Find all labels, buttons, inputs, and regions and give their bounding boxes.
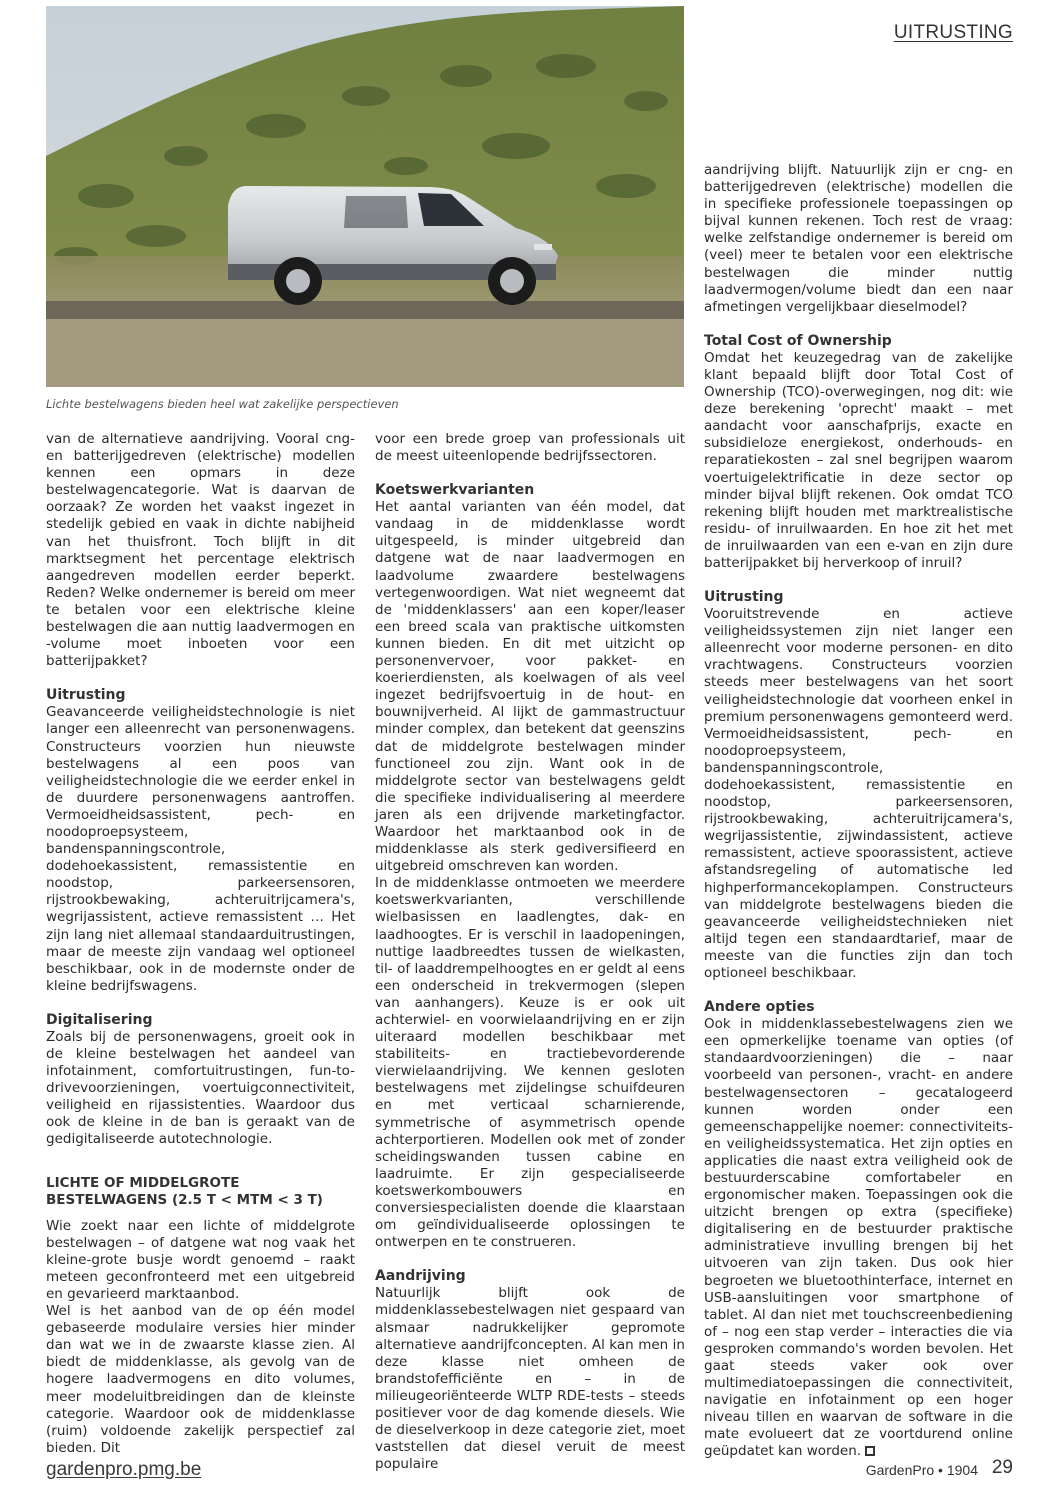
paragraph: Omdat het keuzegedrag van de zakelijke klant bepaald blijft door Total Cost of Ownership (TCO)-overwegingen, nog dit: wie deze berekening 'oprecht' maakt – met aandacht voor aanschafprijs, exacte en subsidieloze energiekost, onderhouds- en reparatiekosten – zal snel begrijpen waarom voertuigelektrificatie in deze sector op minder bijval blijft rekenen. Ook omdat TCO rekening blijft houden met marktrealistische residu- of inruilwaarden. En hoe zit het met de inruilwaarden van een e-van en zijn dure batterijpakket bij herverkoop of inruil?: [704, 349, 1013, 571]
paragraph: aandrijving blijft. Natuurlijk zijn er cng- en batterijgedreven (elektrische) modellen die in specifieke professionele toepassingen op bijval kunnen rekenen. Toch rest de vraag: welke zelfstandige ondernemer is bereid om (veel) meer te betalen voor een elektrische bestelwagen die minder nuttig laadvermogen/volume biedt dan een naar afmetingen vergelijkbaar dieselmodel?: [704, 162, 1013, 315]
paragraph: [704, 1016, 1013, 1460]
footer-url-link[interactable]: gardenpro.pmg.be: [46, 1459, 202, 1480]
heading-koetswerkvarianten: Koetswerkvarianten: [375, 482, 535, 499]
heading-lichte-bestelwagens: LICHTE OF MIDDELGROTE BESTELWAGENS (2.5 T < MTM < 3 T): [46, 1174, 323, 1208]
column-3: [704, 162, 1013, 1461]
heading-andere-opties: Andere opties: [704, 999, 815, 1016]
paragraph: Wie zoekt naar een lichte of middelgrote bestelwagen – of datgene wat nog vaak het kleine-grote busje wordt genoemd – raakt meteen geconfronteerd met een uitgebreid en gevarieerd marktaanbod.: [46, 1217, 355, 1302]
photo-caption: Lichte bestelwagens bieden heel wat zakelijke perspectieven: [46, 397, 399, 411]
heading-tco: Total Cost of Ownership: [704, 332, 892, 349]
paragraph: voor een brede groep van professionals uit de meest uiteenlopende bedrijfssectoren.: [375, 431, 685, 465]
heading-digitalisering: Digitalisering: [46, 1011, 153, 1028]
paragraph: Zoals bij de personenwagens, groeit ook in de kleine bestelwagen het aandeel van infotainment, comfortuitrustingen, fun-to-drivevoorzieningen, voertuigconnectiviteit, veiligheid en rijassistenties. Waardoor dus ook de kleine in de ban is geraakt van de gedigitaliseerde autotechnologie.: [46, 1028, 355, 1148]
column-2: [375, 431, 685, 1473]
paragraph: Vooruitstrevende en actieve veiligheidssystemen zijn niet langer een alleenrecht voor moderne personen- en dito vrachtwagens. Constructeurs voorzien steeds meer bestelwagens van het soort veiligheidstechnologie dat voorheen enkel in premium personenwagens gemonteerd werd. Vermoeidheidsassistent, pech- en noodoproepsysteem, bandenspanningscontrole, dodehoekassistent, remassistentie en noodstop, parkeersensoren, rijstrookbewaking, achteruitrijcamera's, wegrijassistentie, zijwindassistent, actieve remassistent, actieve spoorassistent, actieve afstandsregeling of automatische led highperformancekoplampen. Constructeurs van middelgrote bestelwagens bieden die geavanceerde veiligheidstechnieken niet altijd tegen een standaardtarief, maar de meeste van die functies zijn dan toch optioneel beschikbaar.: [704, 606, 1013, 982]
paragraph: In de middenklasse ontmoeten we meerdere koetswerkvarianten, verschillende wielbasissen en laadlengtes, dak- en laadhoogtes. Er is verschil in laadopeningen, nuttige laadbreedtes tussen de wielkasten, til- of laaddrempelhoogtes en er geldt al eens een onderscheid in trekvermogen (slepen van aanhangers). Keuze is er ook uit achterwiel- en voorwielaandrijving en er zijn uiteraard modellen beschikbaar met stabiliteits- en tractiebevorderende vierwielaandrijving. We kennen gesloten bestelwagens met zijdelingse schuifdeuren en met verticaal scharnierende, symmetrische of asymmetrisch opende achterportieren. Modellen ook met of zonder scheidingswanden tussen cabine en laadruimte. Er zijn gespecialiseerde koetswerkombouwers en conversiespecialisten doende die klaarstaan om geïndividualiseerde oplossingen te ontwerpen en te construeren.: [375, 875, 685, 1251]
paragraph: Wel is het aanbod van de op één model gebaseerde modulaire versies hier minder dan wat we in de zwaarste klasse zien. Al biedt de middenklasse, als gevolg van de hogere laadvermogens en dito volumes, meer modeluitbreidingen dan de kleinste categorie. Waardoor ook de middenklasse (ruim) voldoende zakelijk perspectief zal bieden. Dit: [46, 1303, 355, 1456]
section-label: UITRUSTING: [893, 22, 1013, 43]
column-1: [46, 431, 355, 1457]
paragraph: van de alternatieve aandrijving. Vooral cng- en batterijgedreven (elektrische) modellen kennen een opmars in deze bestelwagencategorie. Wat is daarvan de oorzaak? Ze worden het vaakst ingezet in stedelijk gebied en vaak in dichte nabijheid van het thuisfront. Toch blijft in dit marktsegment het percentage elektrisch aangedreven modellen eerder beperkt. Reden? Welke ondernemer is bereid om meer te betalen voor een elektrische kleine bestelwagen die aan nuttig laadvermogen en -volume moet inboeten voor een batterijpakket?: [46, 431, 355, 670]
end-of-article-icon: [865, 1446, 875, 1456]
hero-photo: [46, 6, 684, 387]
footer-magazine-issue: GardenPro • 1904: [865, 1462, 978, 1478]
heading-uitrusting: Uitrusting: [704, 589, 784, 606]
van-on-hillside-image: [46, 6, 684, 387]
heading-uitrusting: Uitrusting: [46, 687, 126, 704]
paragraph: Geavanceerde veiligheidstechnologie is niet langer een alleenrecht van personenwagens. Constructeurs voorzien hun nieuwste bestelwagens al een poos van veiligheidstechnologie die we eerder enkel in de duurdere personenwagens aantroffen. Vermoeidheidsassistent, pech- en noodoproepsysteem, bandenspanningscontrole, dodehoekassistent, remassistentie en noodstop, parkeersensoren, rijstrookbewaking, achteruitrijcamera's, wegrijassistent, actieve remassistent … Het zijn lang niet allemaal standaarduitrustingen, maar de meeste zijn vandaag wel optioneel beschikbaar, ook in de modernste onder de kleine bedrijfswagens.: [46, 704, 355, 994]
page-number: 29: [991, 1457, 1013, 1478]
paragraph: Natuurlijk blijft ook de middenklassebestelwagen niet gespaard van alsmaar nadrukkelijker gepromote alternatieve aandrijfconcepten. Al kan men in deze klasse niet omheen de brandstofefficiënte en – in de milieugeoriënteerde WLTP RDE-tests – steeds positiever voor de dag komende diesels. Wie de dieselverkoop in deze categorie ziet, moet vaststellen dat diesel veruit de meest populaire: [375, 1285, 685, 1473]
paragraph-text: Ook in middenklassebestelwagens zien we een opmerkelijke toename van opties (of standaardvoorzieningen) die – naar voorbeeld van personen-, vracht- en andere bestelwagensectoren – gecatalogeerd kunnen worden onder een gemeenschappelijke noemer: connectiviteits- en veiligheidssystematica. Het zijn opties en applicaties die naast extra veiligheid ook de bestuurderscabine comfortabeler en ergonomischer maken. Toepassingen ook die uitzicht brengen op extra (specifieke) digitalisering en de bestuurder praktische administratieve invulling brengen bij het uitvoeren van zijn taken. Dus ook hier begroeten we bluetoothinterface, internet en USB-aansluitingen voor smartphone of tablet. Al dan niet met touchscreenbediening of – nog een stap verder – interacties die via gesproken commando's worden bevolen. Het gaat steeds vaker ook over multimediatoepassingen die connectiviteit, navigatie en infotainment op een hoger niveau tillen en waarvan de software in die mate evolueert dat ze voortdurend online geüpdatet kan worden.: [704, 1016, 1013, 1460]
paragraph: Het aantal varianten van één model, dat vandaag in de middenklasse wordt uitgespeeld, is minder uitgebreid dan datgene wat de naar laadvermogen en laadvolume zwaardere bestelwagens vertegenwoordigen. Wat niet wegneemt dat de 'middenklassers' aan een koper/leaser een breed scala van praktische uitkomsten kunnen bieden. En dit met uitzicht op personenvervoer, voor pakket- en koerierdiensten, als koelwagen of als veel ingezet bedrijfsvoertuig in de hout- en bouwnijverheid. Al lijkt de gammastructuur minder complex, dan betekent dat geenszins dat de middelgrote bestelwagen minder functioneel zou zijn. Want ook in de middelgrote sector van bestelwagens geldt die specifieke individualisering al meerdere jaren als een drijvende marketingfactor. Waardoor het marktaanbod ook in de middenklasse als sterk gediversifieerd en uitgebreid omschreven kan worden.: [375, 499, 685, 875]
heading-aandrijving: Aandrijving: [375, 1268, 466, 1285]
